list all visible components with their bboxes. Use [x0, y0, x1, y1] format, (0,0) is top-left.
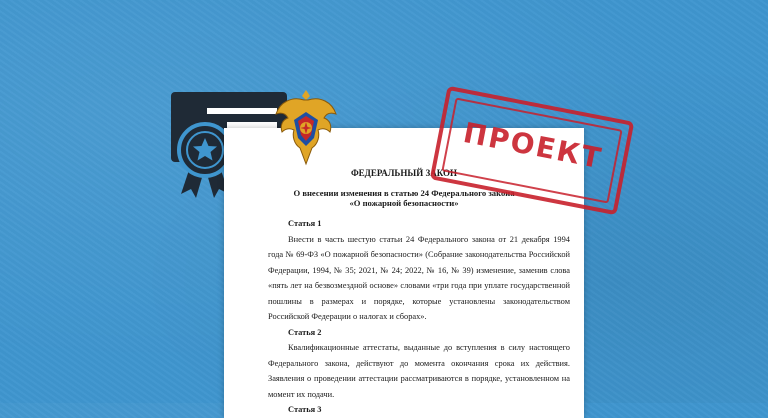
document-body [268, 216, 570, 418]
article-2-text: Квалификационные аттестаты, выданные до вступления в силу настоящего Федерального закона, действуют до момента окончания срока их действия. Заявления о проведении аттестации рассматриваются в порядке, установленном на момент их подачи. [268, 343, 570, 399]
article-3-heading: Статья 3 [288, 405, 322, 414]
stamp-text: ПРОЕКТ [460, 115, 606, 176]
subtitle-line-1: О внесении изменения в статью 24 Федерального закона [293, 188, 515, 198]
article-1-heading: Статья 1 [288, 219, 322, 228]
document-title: ФЕДЕРАЛЬНЫЙ ЗАКОН [350, 168, 458, 178]
mchs-emblem-icon [274, 88, 338, 166]
article-1-text: Внести в часть шестую статьи 24 Федерального закона от 21 декабря 1994 года № 69-ФЗ «О пожарной безопасности» (Собрание законодательства Российской Федерации, 1994, № 35; 2021, № 24; 2022, № 16, № 39) изменение, заменив слова «пять лет на безвозмездной основе» словами «три года при уплате государственной пошлины в размерах и порядке, которые установлены законодательством Российской Федерации о налогах и сборах». [268, 234, 570, 321]
article-2-heading: Статья 2 [288, 327, 322, 337]
subtitle-line-2: «О пожарной безопасности» [349, 198, 459, 208]
